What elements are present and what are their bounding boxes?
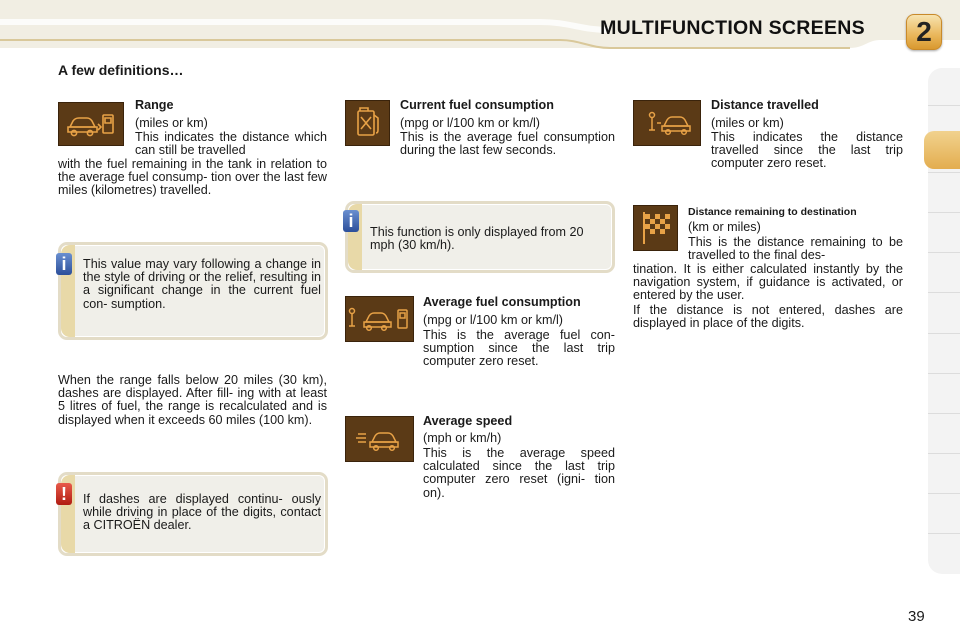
distance-remaining-heading: Distance remaining to destination: [688, 206, 857, 218]
distance-remaining-body: tination. It is either calculated instantly by the navigation system, if guidance is activated, or entered by the user.: [633, 262, 903, 303]
tab-divider: [928, 453, 960, 454]
tab-divider: [928, 212, 960, 213]
tab-divider: [928, 172, 960, 173]
range-dashes-text: When the range falls below 20 miles (30 km), dashes are displayed. After fill- ing with at least 5 litres of fuel, the range is recalculated and is displayed when it exceeds 60 miles (100 km).: [58, 373, 327, 427]
range-heading: Range: [135, 98, 174, 112]
warning-note-text: If dashes are displayed continu- ously while driving in place of the digits, contact a CITROËN dealer.: [83, 492, 321, 533]
distance-remaining-units: (km or miles): [688, 220, 761, 234]
current-fuel-body: This is the average fuel consumption during the last few seconds.: [400, 130, 615, 158]
info-icon: i: [343, 210, 359, 232]
distance-travelled-units: (miles or km): [711, 116, 784, 130]
fuel-pump-icon: [345, 100, 390, 146]
tab-divider: [928, 373, 960, 374]
distance-travelled-heading: Distance travelled: [711, 98, 819, 112]
average-speed-body: This is the average speed calculated since the last trip computer zero reset (igni- tion on).: [423, 446, 615, 500]
distance-travelled-icon: [633, 100, 701, 146]
current-fuel-units: (mpg or l/100 km or km/l): [400, 116, 540, 130]
info-icon: i: [56, 253, 72, 275]
range-body-top: This indicates the distance which can still be travelled: [135, 130, 327, 158]
tab-divider: [928, 333, 960, 334]
current-fuel-heading: Current fuel consumption: [400, 98, 554, 112]
average-fuel-units: (mpg or l/100 km or km/l): [423, 313, 563, 327]
average-fuel-heading: Average fuel consumption: [423, 295, 581, 309]
info-note-text: This value may vary following a change in the style of driving or the relief, resulting in a significant change in the current fuel con- sumption.: [83, 257, 321, 311]
tab-divider: [928, 105, 960, 106]
average-speed-icon: [345, 416, 414, 462]
tab-divider: [928, 413, 960, 414]
section-title: A few definitions…: [58, 62, 184, 78]
distance-remaining-note: If the distance is not entered, dashes are displayed in place of the digits.: [633, 303, 903, 331]
distance-remaining-body-top: This is the distance remaining to be travelled to the final des-: [688, 235, 903, 263]
warning-icon: !: [56, 483, 72, 505]
tab-divider: [928, 533, 960, 534]
tab-divider: [928, 292, 960, 293]
page-number: 39: [908, 608, 925, 625]
chapter-badge: 2: [906, 14, 942, 50]
range-icon: [58, 102, 124, 146]
distance-travelled-body: This indicates the distance travelled since the last trip computer zero reset.: [711, 130, 903, 171]
average-fuel-icon: [345, 296, 414, 342]
range-units: (miles or km): [135, 116, 208, 130]
tab-divider: [928, 252, 960, 253]
tab-active-chapter: [924, 131, 960, 169]
chequered-flag-icon: [633, 205, 678, 251]
average-speed-units: (mph or km/h): [423, 431, 502, 445]
range-body: with the fuel remaining in the tank in relation to the average fuel consump- tion over the last few miles (kilometres) travelled.: [58, 157, 327, 198]
average-fuel-body: This is the average fuel con- sumption since the last trip computer zero reset.: [423, 328, 615, 369]
page-title: MULTIFUNCTION SCREENS: [600, 17, 865, 39]
tab-divider: [928, 493, 960, 494]
speed-note-text: This function is only displayed from 20 mph (30 km/h).: [370, 225, 584, 253]
average-speed-heading: Average speed: [423, 414, 513, 428]
